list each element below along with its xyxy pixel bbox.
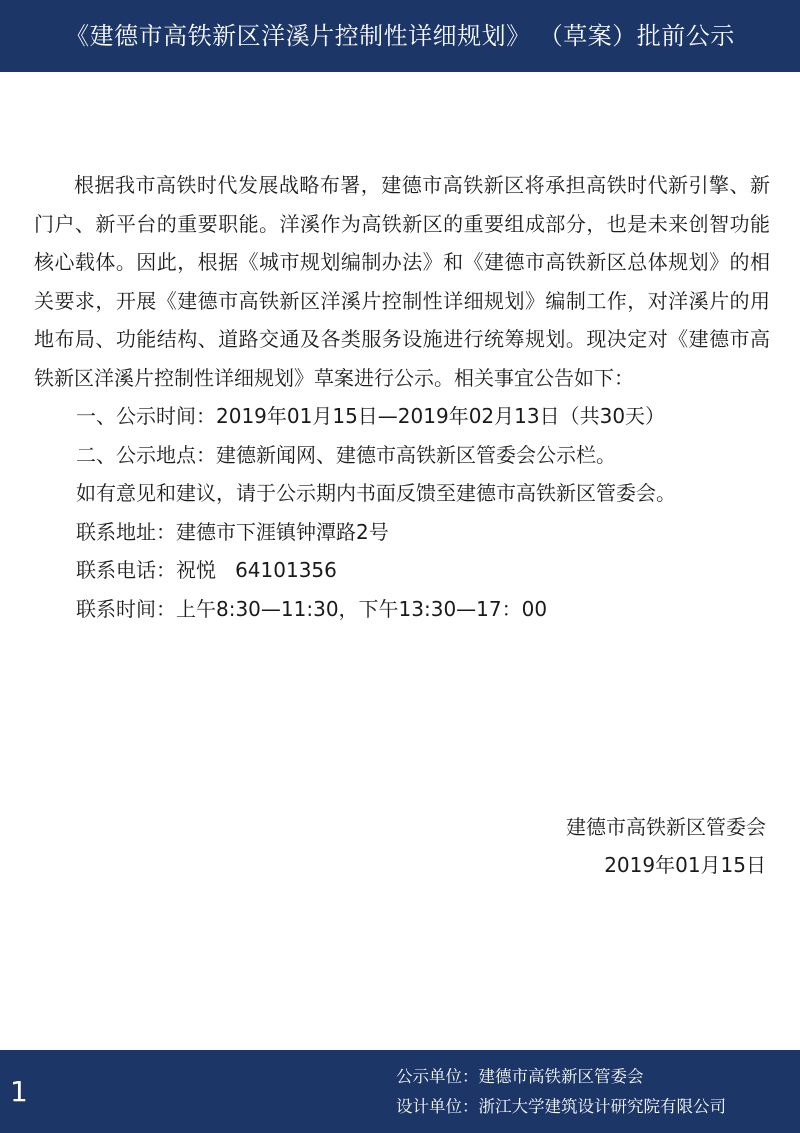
publisher-line: 公示单位：建德市高铁新区管委会 <box>396 1067 644 1086</box>
footer-bar <box>0 1050 800 1133</box>
intro-paragraph: 根据我市高铁时代发展战略布署，建德市高铁新区将承担高铁时代新引擎、新门户、新平台的重要职能。洋溪作为高铁新区的重要组成部分，也是未来创智功能核心载体。因此，根据《城市规划编制办法》和《建德市高铁新区总体规划》的相关要求，开展《建德市高铁新区洋溪片控制性详细规划》编制工作，对洋溪片的用地布局、功能结构、道路交通及各类服务设施进行统筹规划。现决定对《建德市高铁新区洋溪片控制性详细规划》草案进行公示。相关事宜公告如下： <box>34 173 770 390</box>
notice-place-item: 二、公示地点：建德新闻网、建德市高铁新区管委会公示栏。 <box>76 442 616 467</box>
page-number: 1 <box>10 1075 28 1108</box>
closing-organization: 建德市高铁新区管委会 <box>566 815 766 839</box>
page-title: 《建德市高铁新区洋溪片控制性详细规划》 （草案）批前公示 <box>65 22 735 50</box>
designer-line: 设计单位：浙江大学建筑设计研究院有限公司 <box>396 1097 726 1116</box>
feedback-line: 如有意见和建议，请于公示期内书面反馈至建德市高铁新区管委会。 <box>76 481 676 505</box>
contact-phone: 联系电话：祝悦 64101356 <box>76 558 337 582</box>
contact-address: 联系地址：建德市下涯镇钟潭路2号 <box>76 519 389 544</box>
notice-time-item: 一、公示时间：2019年01月15日—2019年02月13日（共30天） <box>76 404 666 428</box>
notice-body <box>34 166 770 628</box>
header-bar <box>0 0 800 72</box>
closing-date: 2019年01月15日 <box>604 853 766 877</box>
contact-hours: 联系时间：上午8:30—11:30，下午13:30—17：00 <box>76 596 548 621</box>
